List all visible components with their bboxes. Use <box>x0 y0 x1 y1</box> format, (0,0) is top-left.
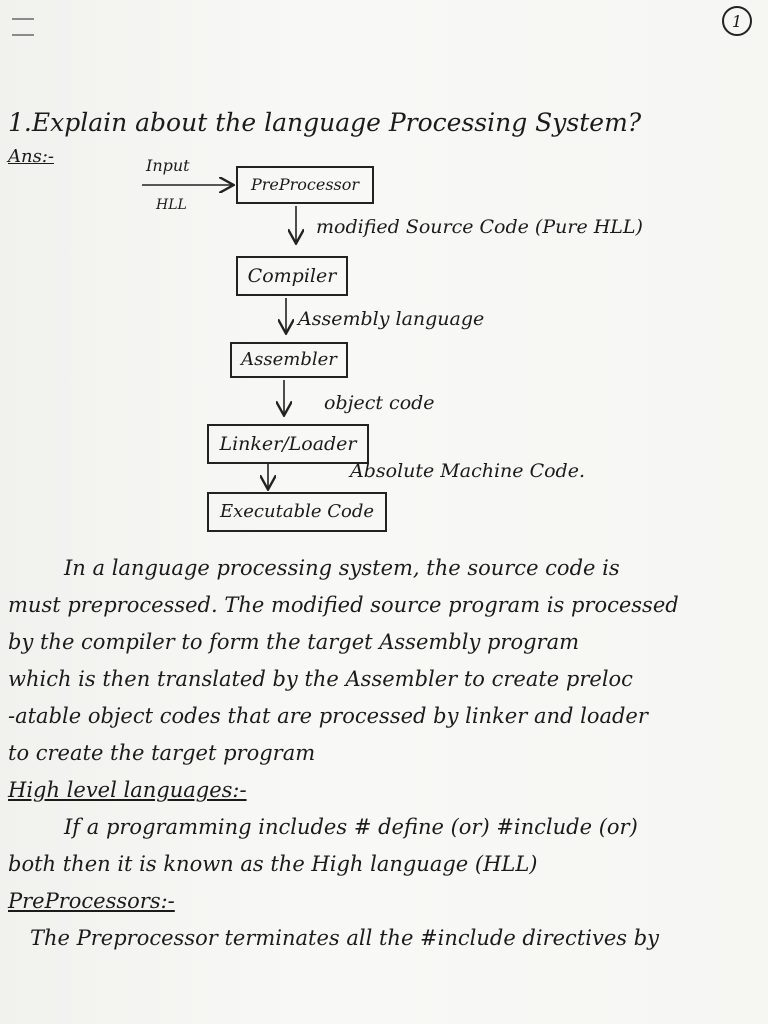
body-line: In a language processing system, the source code is <box>64 556 620 580</box>
page-number: 1 <box>722 6 752 36</box>
preprocessor-heading: PreProcessors:- <box>8 889 175 913</box>
diagram-input-label: Input <box>146 156 190 175</box>
body-line: by the compiler to form the target Assembly program <box>8 630 580 654</box>
box-assembler: Assembler <box>230 342 348 378</box>
edge-label-object-code: object code <box>324 392 435 414</box>
margin-mark <box>12 34 34 36</box>
box-compiler: Compiler <box>236 256 348 296</box>
box-linker-loader: Linker/Loader <box>207 424 369 464</box>
hll-line: both then it is known as the High language (HLL) <box>8 852 538 876</box>
body-line: which is then translated by the Assembler to create preloc <box>8 667 633 691</box>
box-executable-code: Executable Code <box>207 492 387 532</box>
answer-label: Ans:- <box>8 146 54 167</box>
edge-label-modified-source: modified Source Code (Pure HLL) <box>316 216 643 238</box>
question-heading: 1.Explain about the language Processing System? <box>8 108 642 137</box>
body-line: must preprocessed. The modified source program is processed <box>8 593 679 617</box>
hll-heading: High level languages:- <box>8 778 247 802</box>
body-line: to create the target program <box>8 741 316 765</box>
edge-label-absolute-machine-code: Absolute Machine Code. <box>350 460 585 482</box>
margin-mark <box>12 18 34 20</box>
body-line: -atable object codes that are processed by linker and loader <box>8 704 648 728</box>
box-preprocessor: PreProcessor <box>236 166 374 204</box>
diagram-input-sub: HLL <box>156 197 187 213</box>
body-text <box>8 550 760 957</box>
preprocessor-line: The Preprocessor terminates all the #include directives by <box>30 926 660 950</box>
edge-label-assembly-language: Assembly language <box>298 308 485 330</box>
hll-line: If a programming includes # define (or) #include (or) <box>64 815 638 839</box>
